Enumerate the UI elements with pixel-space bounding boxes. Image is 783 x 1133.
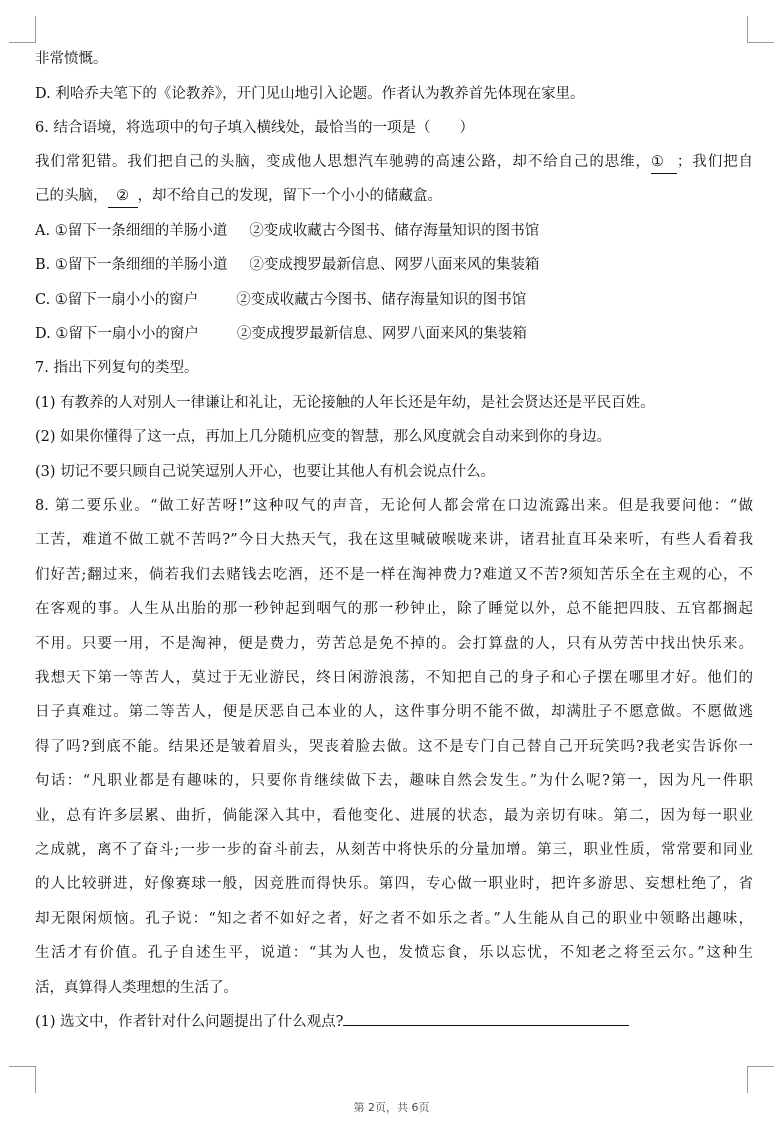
passage-line: 却无限闲烦恼。孔子说：“知之者不如好之者，好之者不如乐之者。”人生能从自己的职业中领略出趣味， [35, 911, 753, 927]
passage-line: 在客观的事。人生从出胎的那一秒钟起到咽气的那一秒钟止，除了睡觉以外，总不能把四肢、五官都搁起 [35, 601, 753, 617]
crop-mark-top-right [747, 16, 774, 43]
option-d-previous-question: D. 利哈乔夫笔下的《论教养》，开门见山地引入论题。作者认为教养首先体现在家里。 [35, 86, 585, 102]
question-6-stem-line-1: 我们常犯错。我们把自己的头脑，变成他人思想汽车驰骋的高速公路，却不给自己的思维，① ；我们把自 [35, 151, 753, 174]
passage-line: 业，总有许多层累、曲折，倘能深入其中，看他变化、进展的状态，最为亲切有味。第二，因为每一职业 [35, 808, 753, 824]
text-line: 非常愤慨。 [35, 51, 108, 67]
blank-2: ② [108, 185, 138, 208]
blank-1: ① [651, 151, 677, 174]
option-c: C. ①留下一扇小小的窗户 ②变成收藏古今图书、储存海量知识的图书馆 [35, 292, 527, 308]
passage-line-last: 活，真算得人类理想的生活了。 [35, 980, 238, 996]
crop-mark-bottom-right [747, 1066, 774, 1093]
question-7-title: 7. 指出下列复句的类型。 [35, 360, 199, 376]
passage-line: 日子真难过。第二等苦人，便是厌恶自己本业的人，这件事分明不能不做，却满肚子不愿意做。不愿做逃 [35, 704, 753, 720]
answer-line[interactable] [343, 1011, 629, 1026]
passage-line: 句话：“凡职业都是有趣味的，只要你肯继续做下去，趣味自然会发生。”为什么呢?第一，因为凡一件职 [35, 773, 753, 789]
passage-line: 我想天下第一等苦人，莫过于无业游民，终日闲游浪荡，不知把自己的身子和心子摆在哪里才好。他们的 [35, 670, 753, 686]
passage-line: 的人比较骈进，好像赛球一般，因竞胜而得快乐。第四，专心做一职业时，把许多游思、妄想杜绝了，省 [35, 876, 753, 892]
passage-line: 工苦，难道不做工就不苦吗?”今日大热天气，我在这里喊破喉咙来讲，诸君扯直耳朵来听，有些人看着我 [35, 532, 753, 548]
passage-line: 之成就，离不了奋斗;一步一步的奋斗前去，从刻苦中将快乐的分量加增。第三，职业性质，常常要和同业 [35, 842, 753, 858]
option-d: D. ①留下一扇小小的窗户 ②变成搜罗最新信息、网罗八面来风的集装箱 [35, 326, 527, 342]
passage-line: 生活才有价值。孔子自述生平，说道：“其为人也，发愤忘食，乐以忘忧，不知老之将至云尔。”这种生 [35, 945, 753, 961]
question-7-item-1: (1) 有教养的人对别人一律谦让和礼让，无论接触的人年长还是年幼，是社会贤达还是平民百姓。 [35, 395, 655, 411]
question-7-item-2: (2) 如果你懂得了这一点，再加上几分随机应变的智慧，那么风度就会自动来到你的身边。 [35, 429, 612, 445]
crop-mark-bottom-left [9, 1066, 36, 1093]
page-footer: 第 2页，共 6页 [353, 1101, 430, 1114]
passage-line: 不用。只要一用，不是淘神，便是费力，劳苦总是免不掉的。会打算盘的人，只有从劳苦中找出快乐来。 [35, 636, 753, 652]
question-6-title: 6. 结合语境，将选项中的句子填入横线处，最恰当的一项是（ ） [35, 120, 474, 136]
passage-line: 得了吗?到底不能。结果还是皱着眉头，哭丧着脸去做。这不是专门自己替自己开玩笑吗?我老实告诉你一 [35, 739, 753, 755]
option-b: B. ①留下一条细细的羊肠小道 ②变成搜罗最新信息、网罗八面来风的集装箱 [35, 257, 540, 273]
passage-line: 8. 第二要乐业。“做工好苦呀!”这种叹气的声音，无论何人都会常在口边流露出来。但是我要问他：“做 [35, 498, 753, 514]
question-8-sub-1: (1) 选文中，作者针对什么问题提出了什么观点? [35, 1011, 753, 1033]
option-a: A. ①留下一条细细的羊肠小道 ②变成收藏古今图书、储存海量知识的图书馆 [35, 223, 540, 239]
passage-line: 们好苦;翻过来，倘若我们去赌钱去吃酒，还不是一样在淘神费力?难道又不苦?须知苦乐全在主观的心，不 [35, 567, 753, 583]
crop-mark-top-left [9, 16, 36, 43]
question-7-item-3: (3) 切记不要只顾自己说笑逗别人开心，也要让其他人有机会说点什么。 [35, 464, 496, 480]
question-6-stem-line-2: 己的头脑， ② ，却不给自己的发现，留下一个小小的储藏盒。 [35, 185, 753, 208]
